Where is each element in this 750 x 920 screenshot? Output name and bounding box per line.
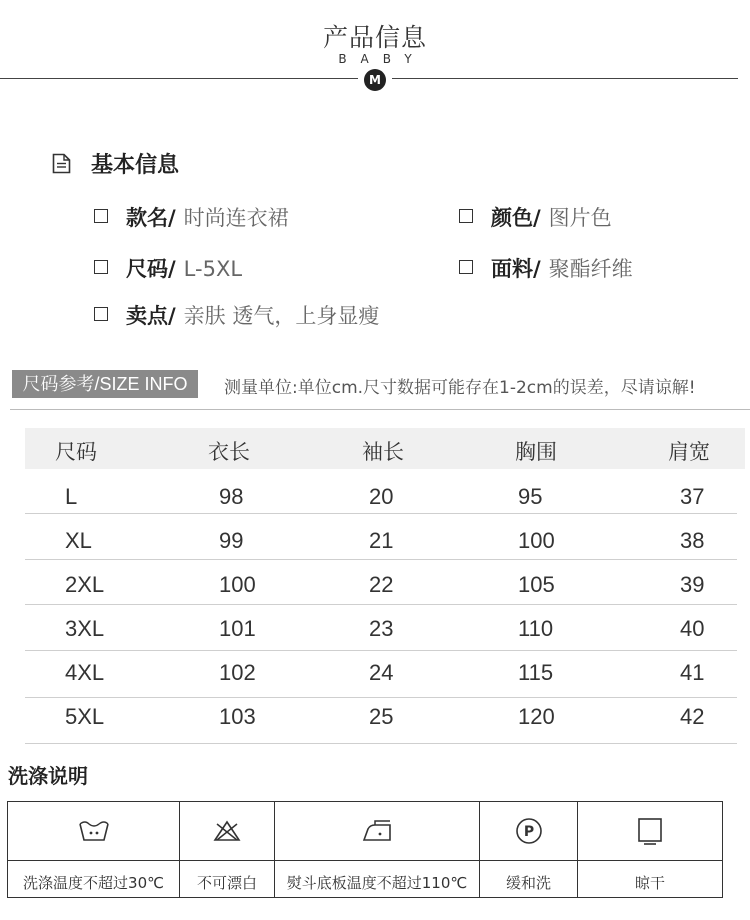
attr-size xyxy=(94,253,242,283)
table-cell: 22 xyxy=(369,572,394,597)
column-header: 肩宽 xyxy=(668,440,710,464)
table-cell: 25 xyxy=(369,704,394,729)
wash-item xyxy=(180,802,275,897)
line-dry-icon xyxy=(633,816,667,846)
wash-care-table xyxy=(7,801,723,898)
wash-item xyxy=(480,802,578,897)
wash-label: 洗涤温度不超过30℃ xyxy=(23,874,164,892)
table-cell: 120 xyxy=(518,704,555,729)
attr-fabric xyxy=(459,253,633,283)
attr-label: 款名/ xyxy=(126,206,176,230)
table-cell: 98 xyxy=(219,484,244,509)
row-divider xyxy=(25,743,737,744)
row-divider xyxy=(25,650,737,651)
row-divider xyxy=(25,513,737,514)
wash-label: 晾干 xyxy=(634,874,665,892)
attr-label: 面料/ xyxy=(491,257,541,281)
wash-title: 洗涤说明 xyxy=(8,764,88,788)
iron-icon xyxy=(360,816,394,846)
checkbox-icon xyxy=(459,260,473,274)
table-cell: 100 xyxy=(518,528,555,553)
table-cell: L xyxy=(65,484,78,509)
table-cell: 4XL xyxy=(65,660,105,685)
no-bleach-icon xyxy=(210,816,244,846)
attr-selling-point xyxy=(94,300,379,330)
row-divider xyxy=(25,697,737,698)
row-divider xyxy=(25,604,737,605)
table-cell: 38 xyxy=(680,528,705,553)
table-cell: 101 xyxy=(219,616,256,641)
table-cell: 23 xyxy=(369,616,394,641)
attr-value: 时尚连衣裙 xyxy=(183,206,289,230)
attr-label: 卖点/ xyxy=(126,304,176,328)
wash-item xyxy=(8,802,180,897)
table-cell: 41 xyxy=(680,660,705,685)
size-info-divider xyxy=(10,409,750,410)
checkbox-icon xyxy=(94,260,108,274)
table-cell: 110 xyxy=(518,616,554,641)
checkbox-icon xyxy=(459,209,473,223)
size-info-tag: 尺码参考/SIZE INFO xyxy=(12,370,198,398)
wash-label: 熨斗底板温度不超过110℃ xyxy=(286,874,468,892)
table-cell: 42 xyxy=(680,704,705,729)
header-subtitle: BABY xyxy=(338,52,426,66)
header-divider-left xyxy=(0,78,358,79)
checkbox-icon xyxy=(94,209,108,223)
table-cell: 5XL xyxy=(65,704,105,729)
table-cell: 100 xyxy=(219,572,256,597)
attr-label: 颜色/ xyxy=(491,206,541,230)
table-cell: 102 xyxy=(219,660,256,685)
table-cell: 2XL xyxy=(65,572,105,597)
column-header: 袖长 xyxy=(362,440,404,464)
attr-value: 图片色 xyxy=(548,206,612,230)
attr-value: 聚酯纤维 xyxy=(548,257,633,281)
column-header: 胸围 xyxy=(515,440,557,464)
row-divider xyxy=(25,559,737,560)
table-cell: 21 xyxy=(369,528,394,553)
table-cell: XL xyxy=(65,528,92,553)
dry-clean-symbol: P xyxy=(523,824,534,840)
table-cell: 103 xyxy=(219,704,256,729)
brand-badge: M xyxy=(364,69,386,91)
dry-clean-p-icon xyxy=(512,816,546,846)
attr-style-name xyxy=(94,202,289,232)
attr-value: L-5XL xyxy=(183,257,243,281)
size-info-note: 测量单位:单位cm.尺寸数据可能存在1-2cm的误差，尽请谅解! xyxy=(224,378,696,398)
wash-item xyxy=(275,802,480,897)
attr-value: 亲肤 透气，上身显瘦 xyxy=(183,304,380,328)
header-title: 产品信息 xyxy=(322,23,427,52)
wash-label: 不可漂白 xyxy=(196,874,257,892)
table-cell: 40 xyxy=(680,616,705,641)
attr-color xyxy=(459,202,612,232)
table-cell: 3XL xyxy=(65,616,105,641)
table-cell: 20 xyxy=(369,484,394,509)
table-cell: 105 xyxy=(518,572,555,597)
table-cell: 37 xyxy=(680,484,705,509)
attr-label: 尺码/ xyxy=(126,257,176,281)
basic-info-title: 基本信息 xyxy=(91,153,180,178)
column-header: 尺码 xyxy=(55,440,97,464)
table-cell: 95 xyxy=(518,484,543,509)
header-divider-right xyxy=(392,78,738,79)
table-cell: 99 xyxy=(219,528,244,553)
table-cell: 115 xyxy=(518,660,554,685)
table-cell: 39 xyxy=(680,572,705,597)
wash-item xyxy=(578,802,722,897)
checkbox-icon xyxy=(94,307,108,321)
wash-30-icon xyxy=(77,816,111,846)
column-header: 衣长 xyxy=(208,440,250,464)
wash-label: 缓和洗 xyxy=(505,874,551,892)
document-icon xyxy=(52,153,71,174)
table-cell: 24 xyxy=(369,660,394,685)
